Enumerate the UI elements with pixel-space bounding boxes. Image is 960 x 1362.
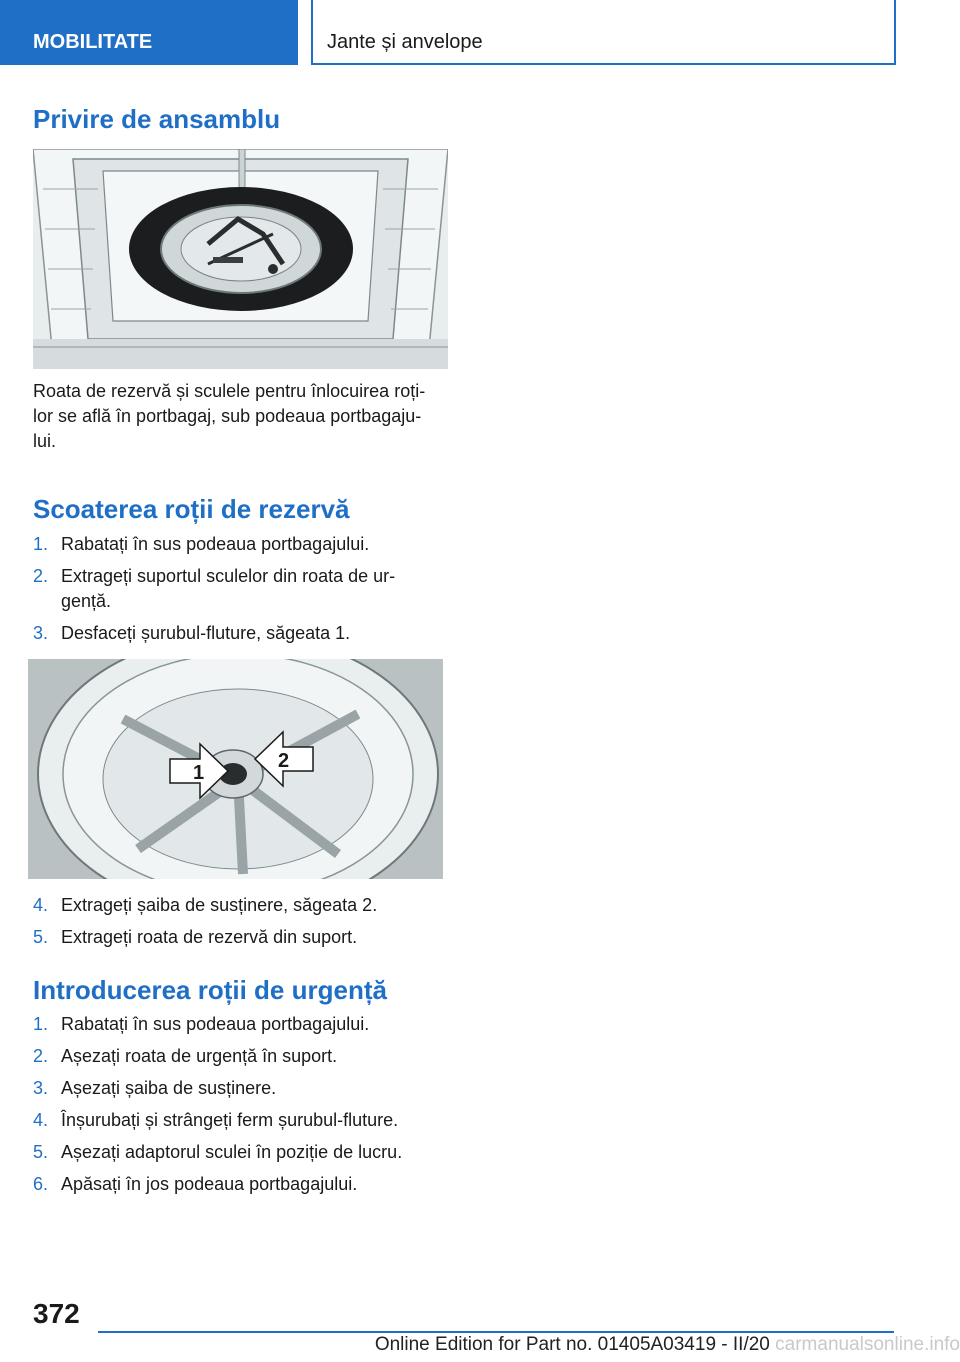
step-number: 2. [33, 1046, 49, 1066]
overview-line: Roata de rezervă și sculele pentru înlocuirea roți- [33, 381, 426, 401]
step-number: 1. [33, 534, 49, 554]
step-text: Desfaceți șurubul-fluture, săgeata 1. [61, 623, 351, 643]
step-number: 4. [33, 1110, 49, 1130]
step-text: Rabatați în sus podeaua portbagajului. [61, 534, 370, 554]
step-text-line: Extrageți suportul sculelor din roata de ur- [61, 566, 396, 586]
step-number: 2. [33, 566, 49, 586]
removal-heading: Scoaterea roții de rezervă [33, 494, 350, 524]
watermark-link[interactable]: carmanualsonline.info [775, 1334, 960, 1355]
insertion-steps-list [33, 1012, 453, 1202]
header-chapter-title: Jante și anvelope [311, 0, 896, 65]
footer-edition-line [375, 1334, 960, 1356]
arrow-1-label: 1 [193, 762, 205, 784]
step-number: 3. [33, 623, 49, 643]
step-text: Apăsați în jos podeaua portbagajului. [61, 1174, 358, 1194]
step-text: Înșurubați și strângeți ferm șurubul-fluture. [61, 1110, 399, 1130]
trunk-illustration [33, 149, 448, 369]
step-number: 5. [33, 1142, 49, 1162]
step-text-line: gență. [61, 591, 112, 611]
removal-steps-list-continued [33, 893, 453, 953]
step-text: Extrageți șaiba de susținere, săgeata 2. [61, 895, 378, 915]
step-number: 4. [33, 895, 49, 915]
step-text: Extrageți roata de rezervă din suport. [61, 927, 358, 947]
wheel-illustration [28, 659, 443, 879]
step-text [61, 564, 431, 614]
insertion-heading: Introducerea roții de urgență [33, 975, 387, 1005]
step-number: 6. [33, 1174, 49, 1194]
arrow-2-label: 2 [278, 750, 290, 772]
page-number: 372 [33, 1298, 80, 1329]
overview-heading: Privire de ansamblu [33, 104, 281, 134]
overview-line: lui. [33, 431, 57, 451]
step-number: 5. [33, 927, 49, 947]
edition-text: Online Edition for Part no. 01405A03419 - II/20 [374, 1334, 770, 1355]
step-number: 3. [33, 1078, 49, 1098]
step-text: Așezați șaiba de susținere. [61, 1078, 277, 1098]
overview-paragraph [33, 379, 453, 454]
step-number: 1. [33, 1014, 49, 1034]
wing-nut-figure [28, 659, 443, 879]
step-text: Așezați adaptorul sculei în poziție de lucru. [61, 1142, 403, 1162]
header-section-tab: MOBILITATE [0, 0, 298, 65]
overview-line: lor se află în portbagaj, sub podeaua portbagaju- [33, 406, 422, 426]
step-text: Rabatați în sus podeaua portbagajului. [61, 1014, 370, 1034]
step-text: Așezați roata de urgență în suport. [61, 1046, 338, 1066]
footer-divider [98, 1331, 894, 1333]
trunk-spare-wheel-figure [33, 149, 448, 369]
removal-steps-list [33, 532, 453, 647]
